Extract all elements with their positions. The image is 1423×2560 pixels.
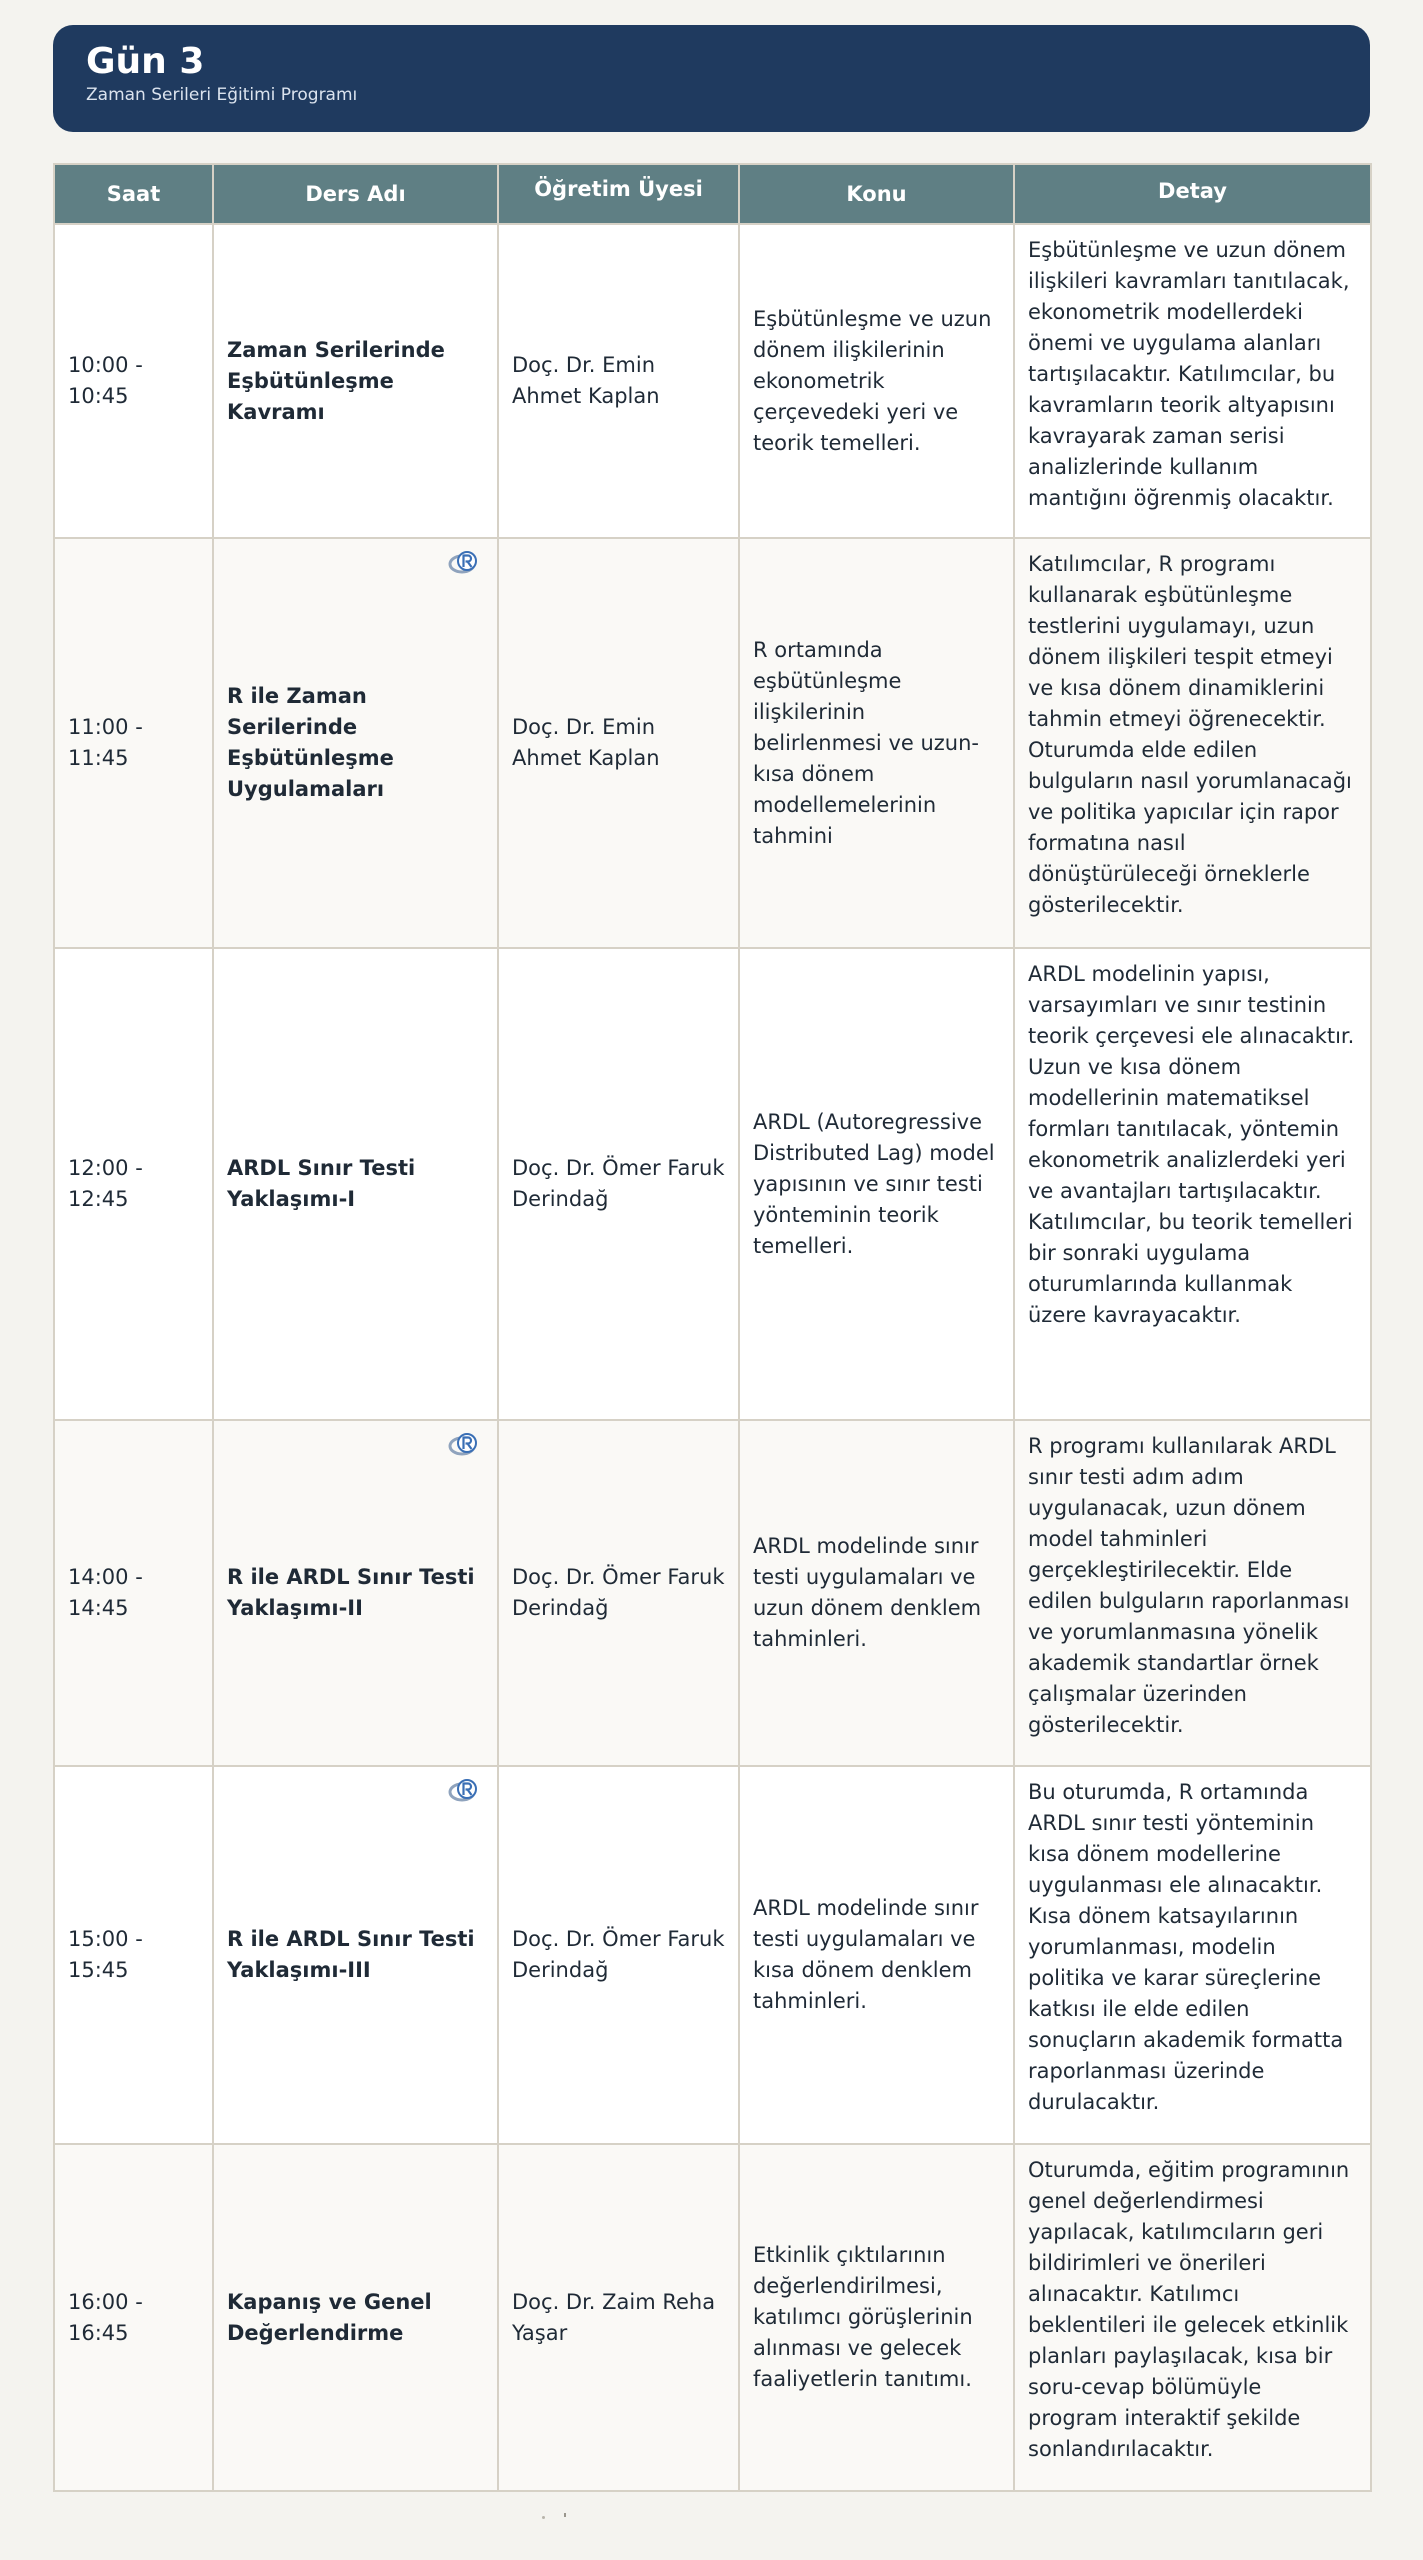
time-cell-text: 16:00 - 16:45 [68, 2289, 143, 2345]
detail-cell-text: Bu oturumda, R ortamında ARDL sınır testi yönteminin kısa dönem modellerine uygulanması ele alınacaktır. Kısa dönem katsayılarının yorumlanması, modelin politika ve karar süreçlerine katkısı ile elde edilen sonuçların akademik formatta raporlanması üzerinde durulacaktır. [1028, 1780, 1344, 2114]
schedule-body [54, 224, 1371, 2491]
table-row [54, 1420, 1371, 1766]
time-cell [54, 2144, 213, 2491]
detail-cell [1014, 948, 1371, 1420]
course-cell [213, 224, 498, 538]
course-cell [213, 1766, 498, 2144]
detail-cell-text: Oturumda, eğitim programının genel değerlendirmesi yapılacak, katılımcıların geri bildirimleri ve önerileri alınacaktır. Katılımcı beklentileri ile gelecek etkinlik planları paylaşılacak, kısa bir soru-cevap bölümüyle program interaktif şekilde sonlandırılacaktır. [1028, 2158, 1350, 2461]
topic-cell-text: ARDL modelinde sınır testi uygulamaları ve uzun dönem denklem tahminleri. [753, 1534, 982, 1651]
detail-cell [1014, 1766, 1371, 2144]
time-cell-text: 11:00 - 11:45 [68, 715, 143, 770]
detail-cell-text: Eşbütünleşme ve uzun dönem ilişkileri kavramları tanıtılacak, ekonometrik modellerdeki önemi ve uygulama alanları tartışılacaktır. Katılımcılar, bu kavramların teorik altyapısını kavrayarak zaman serisi analizlerinde kullanım mantığını öğrenmiş olacaktır. [1028, 238, 1350, 510]
time-cell [54, 224, 213, 538]
instructor-cell-text: Doç. Dr. Emin Ahmet Kaplan [512, 353, 660, 408]
time-cell [54, 538, 213, 948]
column-header-time: Saat [54, 164, 213, 224]
topic-cell-text: Eşbütünleşme ve uzun dönem ilişkilerinin ekonometrik çerçevedeki yeri ve teorik temelleri. [753, 306, 992, 455]
topic-cell-text: R ortamında eşbütünleşme ilişkilerinin belirlenmesi ve uzun-kısa dönem modellemelerinin tahmini [753, 637, 979, 848]
schedule-table [53, 163, 1372, 2492]
topic-cell-text: ARDL (Autoregressive Distributed Lag) model yapısının ve sınır testi yönteminin teorik temelleri. [753, 1109, 995, 1258]
table-row [54, 1766, 1371, 2144]
topic-cell [739, 1420, 1014, 1766]
time-cell [54, 948, 213, 1420]
column-header-detail: Detay [1014, 164, 1371, 224]
instructor-cell [498, 948, 739, 1420]
column-header-topic: Konu [739, 164, 1014, 224]
topic-cell [739, 224, 1014, 538]
course-cell-text: Kapanış ve Genel Değerlendirme [227, 2289, 432, 2345]
detail-cell-text: ARDL modelinin yapısı, varsayımları ve sınır testinin teorik çerçevesi ele alınacaktır. Uzun ve kısa dönem modellerinin matematiksel formları tanıtılacak, yöntemin ekonometrik analizlerdeki yeri ve avantajları tartışılacaktır. Katılımcılar, bu teorik temelleri bir sonraki uygulama oturumlarında kullanmak üzere kavrayacaktır. [1028, 962, 1355, 1327]
table-row [54, 224, 1371, 538]
time-cell [54, 1420, 213, 1766]
detail-cell-text: Katılımcılar, R programı kullanarak eşbütünleşme testlerini uygulamayı, uzun dönem ilişkileri tespit etmeyi ve kısa dönem dinamiklerini tahmin etmeyi öğrenecektir. Oturumda elde edilen bulguların nasıl yorumlanacağı ve politika yapıcılar için rapor formatına nasıl dönüştürüleceği örneklerle gösterilecektir. [1028, 552, 1352, 917]
course-cell [213, 2144, 498, 2491]
r-logo-icon [448, 550, 480, 576]
table-row [54, 538, 1371, 948]
instructor-cell-text: Doç. Dr. Emin Ahmet Kaplan [512, 715, 660, 770]
instructor-cell [498, 1420, 739, 1766]
course-cell [213, 1420, 498, 1766]
detail-cell [1014, 1420, 1371, 1766]
page-marker [564, 2513, 566, 2517]
topic-cell [739, 1766, 1014, 2144]
r-logo-icon [448, 1778, 480, 1804]
detail-cell-text: R programı kullanılarak ARDL sınır testi adım adım uygulanacak, uzun dönem model tahminleri gerçekleştirilecektir. Elde edilen bulguların raporlanması ve yorumlanmasına yönelik akademik standartlar örnek çalışmalar üzerinden gösterilecektir. [1028, 1434, 1350, 1737]
course-cell-text: Zaman Serilerinde Eşbütünleşme Kavramı [227, 337, 445, 424]
topic-cell [739, 948, 1014, 1420]
table-header-row [54, 164, 1371, 224]
time-cell-text: 14:00 - 14:45 [68, 1565, 143, 1620]
table-row [54, 2144, 1371, 2491]
instructor-cell [498, 538, 739, 948]
instructor-cell-text: Doç. Dr. Ömer Faruk Derindağ [512, 1927, 725, 1982]
r-logo-icon [448, 1432, 480, 1458]
topic-cell [739, 2144, 1014, 2491]
table-row [54, 948, 1371, 1420]
page-header [53, 25, 1370, 132]
course-cell [213, 948, 498, 1420]
course-cell [213, 538, 498, 948]
detail-cell [1014, 538, 1371, 948]
time-cell-text: 15:00 - 15:45 [68, 1927, 143, 1982]
instructor-cell-text: Doç. Dr. Ömer Faruk Derindağ [512, 1565, 725, 1620]
column-header-course: Ders Adı [213, 164, 498, 224]
time-cell [54, 1766, 213, 2144]
course-cell-text: R ile ARDL Sınır Testi Yaklaşımı-II [227, 1565, 475, 1620]
time-cell-text: 10:00 - 10:45 [68, 353, 143, 408]
course-cell-text: R ile Zaman Serilerinde Eşbütünleşme Uygulamaları [227, 684, 394, 801]
time-cell-text: 12:00 - 12:45 [68, 1156, 143, 1211]
topic-cell [739, 538, 1014, 948]
instructor-cell-text: Doç. Dr. Zaim Reha Yaşar [512, 2289, 716, 2345]
detail-cell [1014, 2144, 1371, 2491]
detail-cell [1014, 224, 1371, 538]
instructor-cell [498, 224, 739, 538]
course-cell-text: R ile ARDL Sınır Testi Yaklaşımı-III [227, 1927, 475, 1982]
topic-cell-text: ARDL modelinde sınır testi uygulamaları ve kısa dönem denklem tahminleri. [753, 1896, 979, 2013]
instructor-cell-text: Doç. Dr. Ömer Faruk Derindağ [512, 1156, 725, 1211]
instructor-cell [498, 1766, 739, 2144]
course-cell-text: ARDL Sınır Testi Yaklaşımı-I [227, 1156, 416, 1211]
page-title: Gün 3 [86, 41, 205, 82]
page-marker [542, 2516, 545, 2519]
page-subtitle: Zaman Serileri Eğitimi Programı [86, 85, 358, 106]
instructor-cell [498, 2144, 739, 2491]
topic-cell-text: Etkinlik çıktılarının değerlendirilmesi, katılımcı görüşlerinin alınması ve gelecek faaliyetlerin tanıtımı. [753, 2243, 973, 2391]
column-header-instructor: Öğretim Üyesi [498, 164, 739, 224]
